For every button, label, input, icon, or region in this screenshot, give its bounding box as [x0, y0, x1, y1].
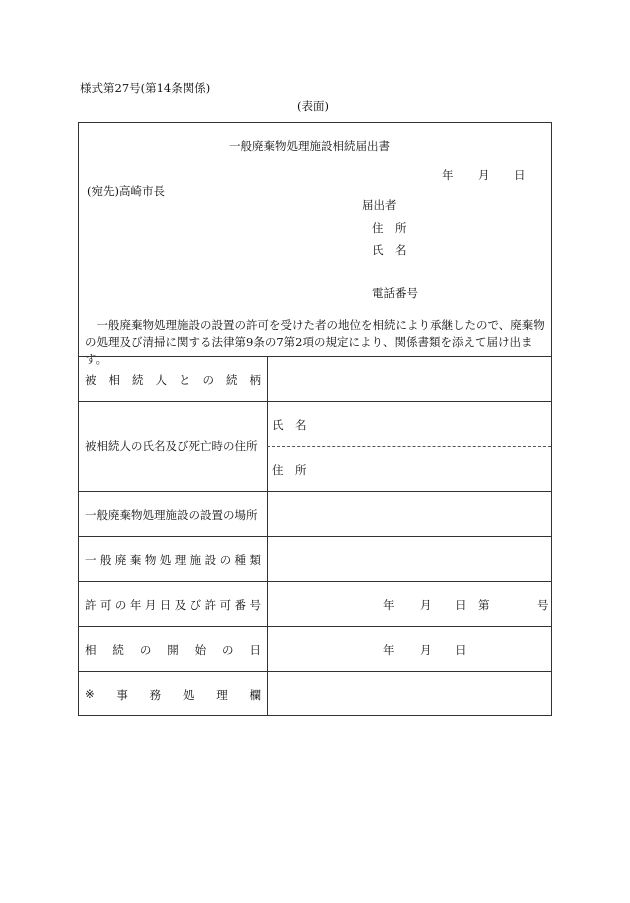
relationship-label: 被 相 続 人 と の 続 柄: [85, 373, 261, 387]
form-number: 様式第27号(第14条関係): [80, 81, 211, 95]
addressee: (宛先)高崎市長: [87, 184, 165, 198]
permit-number-prefix: 第: [478, 598, 490, 612]
date-day: 日: [514, 168, 526, 182]
inheritance-day: 日: [455, 643, 467, 657]
decedent-address-label: 住 所: [272, 463, 307, 477]
column-divider: [267, 356, 268, 716]
statement-text: 一般廃棄物処理施設の設置の許可を受けた者の地位を相続により承継したので、廃棄物の処理及び清掃に関する法律第9条の7第2項の規定により、関係書類を添えて届け出ます。: [85, 318, 545, 366]
permit-number-suffix: 号: [537, 598, 549, 612]
inheritance-year: 年: [383, 643, 395, 657]
permit-month: 月: [420, 598, 432, 612]
document-title: 一般廃棄物処理施設相続届出書: [229, 139, 390, 153]
relationship-field[interactable]: [268, 357, 552, 401]
decedent-name-field[interactable]: [329, 402, 551, 446]
location-label: 一般廃棄物処理施設の設置の場所: [85, 508, 258, 522]
permit-year: 年: [383, 598, 395, 612]
facility-type-label: 一 般 廃 棄 物 処 理 施 設 の 種 類: [85, 553, 261, 567]
inheritance-month: 月: [420, 643, 432, 657]
decedent-address-field[interactable]: [329, 447, 551, 491]
inheritance-start-label: 相 続 の 開 始 の 日: [85, 643, 261, 657]
date-month: 月: [478, 168, 490, 182]
side-label: (表面): [297, 99, 329, 113]
row-divider: [79, 626, 551, 627]
date-year: 年: [442, 168, 454, 182]
notifier-address-label: 住 所: [372, 221, 407, 235]
location-field[interactable]: [268, 492, 552, 536]
permit-day: 日: [455, 598, 467, 612]
row-divider: [79, 581, 551, 582]
decedent-label: 被相続人の氏名及び死亡時の住所: [85, 439, 258, 453]
office-use-field: [268, 672, 552, 716]
office-use-label: ※ 事 務 処 理 欄: [85, 687, 261, 702]
notifier-label: 届出者: [362, 198, 397, 212]
phone-label: 電話番号: [372, 286, 418, 300]
decedent-name-label: 氏 名: [272, 418, 307, 432]
notification-form: [78, 122, 552, 716]
notifier-name-label: 氏 名: [372, 243, 407, 257]
facility-type-field[interactable]: [268, 537, 552, 581]
permit-label: 許 可 の 年 月 日 及 び 許 可 番 号: [85, 598, 261, 612]
